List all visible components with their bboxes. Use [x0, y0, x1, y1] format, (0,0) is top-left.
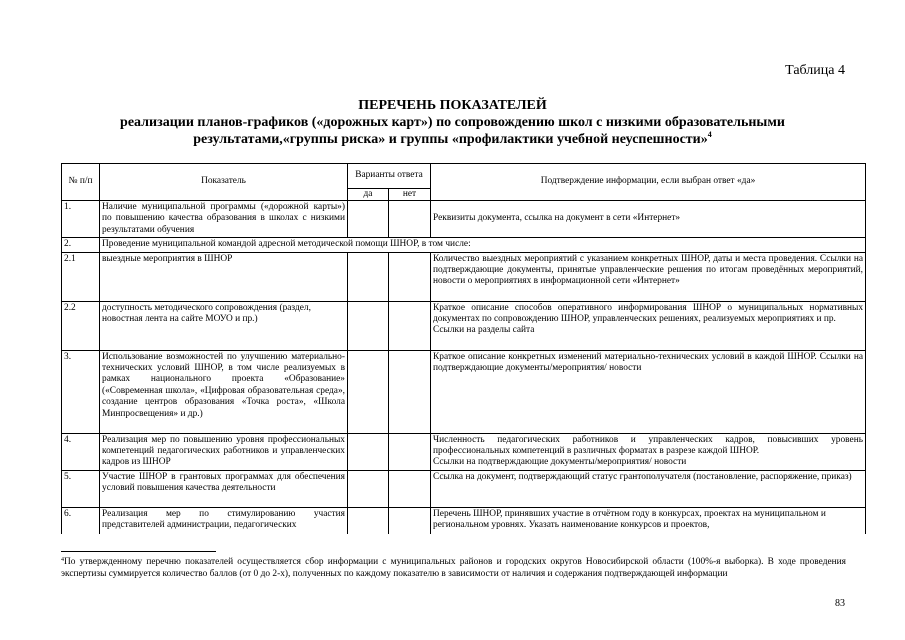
row-4-no [389, 433, 431, 470]
row-5-num: 5. [62, 470, 100, 507]
table-row [62, 350, 866, 433]
row-4-confirmation [431, 433, 866, 470]
row-3-no [389, 350, 431, 433]
row-2-1-indicator: выездные мероприятия в ШНОР [100, 252, 348, 301]
row-2-1-confirmation: Количество выездных мероприятий с указанием конкретных ШНОР, даты и места проведения. Ссылки на подтверждающие документы, принятые управленческие решения по итогам проведённых мероприятий, новости о мероприятиях в информационной сети «Интернет» [431, 252, 866, 301]
row-2-num: 2. [62, 238, 100, 252]
footnote-reference: 4 [707, 130, 712, 139]
header-yes: да [348, 189, 389, 201]
header-no: нет [389, 189, 431, 201]
footnote-mark: 4 [61, 557, 64, 563]
row-2-1-num: 2.1 [62, 252, 100, 301]
row-1-num: 1. [62, 201, 100, 238]
table-label: Таблица 4 [785, 63, 845, 78]
row-6-num: 6. [62, 507, 100, 534]
row-5-confirmation: Ссылка на документ, подтверждающий статус грантополучателя (постановление, распоряжение, приказ) [431, 470, 866, 507]
row-3-yes [348, 350, 389, 433]
table-row [62, 301, 866, 350]
row-1-indicator: Наличие муниципальной программы («дорожной карты») по повышению качества образования в школах с низкими результатами обучения [100, 201, 348, 238]
row-2-2-yes [348, 301, 389, 350]
row-2-2-indicator: доступность методического сопровождения (раздел, новостная лента на сайте МОУО и пр.) [100, 301, 348, 350]
row-4-yes [348, 433, 389, 470]
row-5-no [389, 470, 431, 507]
row-2-2-confirmation-text: Краткое описание способов оперативного информирования ШНОР о муниципальных нормативных документах по сопровождению ШНОР, управленческих решениях, реализуемых мероприятиях и пр. [433, 302, 864, 325]
document-subtitle-line-2 [0, 131, 905, 148]
row-6-yes [348, 507, 389, 534]
table-row [62, 470, 866, 507]
footnote-text: По утвержденному перечню показателей осуществляется сбор информации с муниципальных районов и городских округов Новосибирской области (100%-я выборка). В ходе проведения экспертизы суммируется количество баллов (от 0 до 2-х), полученных по каждому показателю в зависимости от наличия и содержания подтверждающей информации [61, 557, 846, 579]
indicators-table [61, 163, 866, 534]
row-5-yes [348, 470, 389, 507]
row-5-indicator: Участие ШНОР в грантовых программах для обеспечения условий повышения качества деятельности [100, 470, 348, 507]
document-title: ПЕРЕЧЕНЬ ПОКАЗАТЕЛЕЙ [358, 98, 547, 113]
row-3-confirmation: Краткое описание конкретных изменений материально-технических условий в каждой ШНОР. Ссылки на подтверждающие документы/мероприятия/ новости [431, 350, 866, 433]
table-row [62, 507, 866, 534]
row-2-2-num: 2.2 [62, 301, 100, 350]
row-2-2-confirmation [431, 301, 866, 350]
row-6-indicator [100, 507, 348, 534]
table-row [62, 252, 866, 301]
page-number: 83 [835, 598, 845, 609]
footnote [61, 557, 846, 580]
row-4-confirmation-links: Ссылки на подтверждающие документы/мероприятия/ новости [433, 457, 687, 468]
table-row [62, 433, 866, 470]
header-variants: Варианты ответа [348, 164, 431, 189]
row-4-indicator: Реализация мер по повышению уровня профессиональных компетенций педагогических работников и управленческих кадров из ШНОР [100, 433, 348, 470]
footnote-separator [61, 551, 216, 552]
row-1-yes [348, 201, 389, 238]
row-2-1-yes [348, 252, 389, 301]
row-1-no [389, 201, 431, 238]
subtitle-line-2-text: результатами,«группы риска» и группы «профилактики учебной неуспешности» [193, 132, 708, 147]
row-6-indicator-text: Реализация мер по стимулированию участия представителей администрации, педагогических [102, 508, 345, 531]
table-header-row [62, 164, 866, 189]
document-subtitle-line-1: реализации планов-графиков («дорожных карт») по сопровождению школ с низкими образовательными [120, 115, 785, 130]
header-confirmation: Подтверждение информации, если выбран ответ «да» [431, 164, 866, 201]
row-4-confirmation-text: Численность педагогических работников и управленческих кадров, повысивших уровень профессиональных компетенций в различных форматах в разрезе каждой ШНОР. [433, 434, 864, 457]
header-indicator: Показатель [100, 164, 348, 201]
row-2-2-confirmation-links: Ссылки на разделы сайта [433, 325, 535, 336]
row-3-indicator: Использование возможностей по улучшению материально-технических условий ШНОР, в том числе реализуемых в рамках национального проекта «Образование» («Современная школа», «Цифровая образовательная среда», создание центров образования «Точка роста», «Школа Минпросвещения» и др.) [100, 350, 348, 433]
row-2-span-text: Проведение муниципальной командой адресной методической помощи ШНОР, в том числе: [100, 238, 866, 252]
row-6-confirmation-text: Перечень ШНОР, принявших участие в отчётном году в конкурсах, проектах на муниципальном и региональном уровнях. Указать наименование конкурсов и проектов, [433, 508, 826, 531]
row-1-confirmation: Реквизиты документа, ссылка на документ в сети «Интернет» [431, 201, 866, 238]
table-row [62, 201, 866, 238]
row-2-1-no [389, 252, 431, 301]
row-2-2-no [389, 301, 431, 350]
header-num: № п/п [62, 164, 100, 201]
row-4-num: 4. [62, 433, 100, 470]
row-6-confirmation [431, 507, 866, 534]
row-3-num: 3. [62, 350, 100, 433]
row-6-no [389, 507, 431, 534]
table-row [62, 238, 866, 252]
